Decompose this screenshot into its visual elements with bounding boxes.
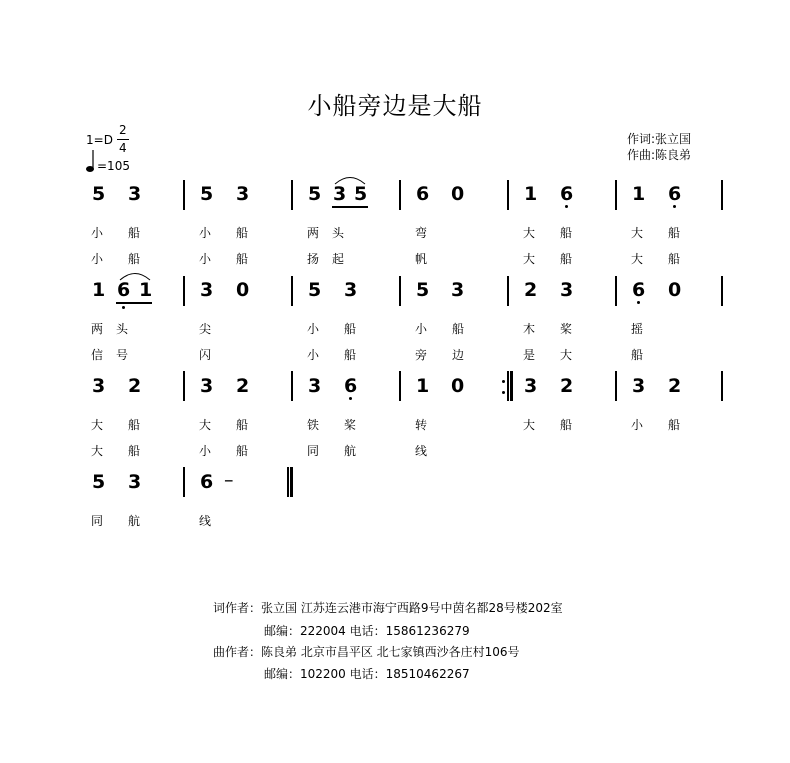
barline: [183, 467, 185, 497]
note: 1: [92, 279, 106, 301]
lyric: 航: [128, 514, 141, 528]
note: 6: [200, 471, 214, 493]
slur-icon: [333, 173, 367, 185]
note: 3: [524, 375, 538, 397]
note: 2: [560, 375, 574, 397]
repeat-barline-thin: [507, 371, 509, 401]
lyric: 船: [344, 322, 357, 336]
lyric: 船: [128, 226, 141, 240]
lyric: 船: [236, 444, 249, 458]
lyric: 摇: [631, 322, 644, 336]
note: 3: [92, 375, 106, 397]
lyricist-postcode-phone: 邮编：222004 电话：15861236279: [264, 624, 470, 638]
lyric: 船: [128, 444, 141, 458]
composer-contact: 曲作者：陈良弟 北京市昌平区 北七家镇西沙各庄村106号: [213, 645, 520, 659]
note: 2: [128, 375, 142, 397]
lyric: 小: [91, 252, 104, 266]
lyric: 船: [344, 348, 357, 362]
song-title: 小船旁边是大船: [307, 92, 483, 120]
lyric: 船: [560, 418, 573, 432]
lyric: 船: [668, 418, 681, 432]
lyric: 小: [415, 322, 428, 336]
tempo-marking: =105: [97, 159, 130, 173]
lyric: 帆: [415, 252, 428, 266]
barline: [721, 180, 723, 210]
note: 0: [451, 375, 465, 397]
barline: [399, 371, 401, 401]
barline: [507, 180, 509, 210]
lyric: 同: [91, 514, 104, 528]
lyric: 闪: [199, 348, 212, 362]
lyricist-credit: 作词:张立国: [627, 132, 692, 146]
note: 6: [668, 183, 682, 205]
lyric: 船: [668, 226, 681, 240]
slur-icon: [118, 269, 152, 281]
lyric: 大: [91, 418, 104, 432]
low-octave-dot: [565, 205, 568, 208]
eighth-underline: [332, 206, 368, 208]
lyric: 桨: [560, 322, 573, 336]
note: 0: [451, 183, 465, 205]
final-barline-thick: [290, 467, 293, 497]
barline: [399, 180, 401, 210]
lyric: 信: [91, 348, 104, 362]
key-signature: 1=D: [86, 133, 113, 147]
low-octave-dot: [673, 205, 676, 208]
note: 1: [139, 279, 153, 301]
lyric: 大: [560, 348, 573, 362]
note: 5: [308, 183, 322, 205]
barline: [721, 371, 723, 401]
note: 3: [632, 375, 646, 397]
composer-postcode-phone: 邮编：102200 电话：18510462267: [264, 667, 470, 681]
note: 6: [560, 183, 574, 205]
lyric: 船: [128, 252, 141, 266]
note: 6: [632, 279, 646, 301]
lyric: 大: [523, 226, 536, 240]
time-signature-top: 2: [119, 123, 127, 137]
note: 3: [344, 279, 358, 301]
lyric: 大: [523, 418, 536, 432]
barline: [183, 371, 185, 401]
note: 3: [308, 375, 322, 397]
barline: [291, 180, 293, 210]
note: 3: [451, 279, 465, 301]
lyric: 大: [199, 418, 212, 432]
lyric: 线: [415, 444, 428, 458]
lyric: 小: [199, 226, 212, 240]
dash-extension: –: [224, 469, 234, 491]
lyric: 头: [116, 322, 129, 336]
lyric: 边: [452, 348, 465, 362]
time-signature-line: [117, 139, 129, 140]
barline: [507, 276, 509, 306]
eighth-underline: [116, 302, 152, 304]
note: 5: [200, 183, 214, 205]
low-octave-dot: [122, 306, 125, 309]
composer-credit: 作曲:陈良弟: [627, 148, 692, 162]
note: 1: [416, 375, 430, 397]
barline: [615, 180, 617, 210]
note: 5: [416, 279, 430, 301]
lyric: 船: [236, 252, 249, 266]
note: 3: [333, 183, 347, 205]
lyric: 线: [199, 514, 212, 528]
note: 6: [344, 375, 358, 397]
low-octave-dot: [349, 397, 352, 400]
lyric: 船: [560, 252, 573, 266]
lyric: 大: [523, 252, 536, 266]
time-signature-bottom: 4: [119, 141, 127, 155]
repeat-barline-thick: [510, 371, 513, 401]
barline: [291, 276, 293, 306]
lyric: 木: [523, 322, 536, 336]
barline: [183, 276, 185, 306]
barline: [721, 276, 723, 306]
note: 5: [92, 183, 106, 205]
lyric: 船: [128, 418, 141, 432]
lyric: 大: [631, 252, 644, 266]
lyric: 桨: [344, 418, 357, 432]
note: 3: [236, 183, 250, 205]
lyric: 小: [307, 322, 320, 336]
lyric: 小: [91, 226, 104, 240]
note: 1: [632, 183, 646, 205]
barline: [615, 276, 617, 306]
lyric: 小: [199, 252, 212, 266]
low-octave-dot: [637, 301, 640, 304]
lyric: 弯: [415, 226, 428, 240]
repeat-dot: [502, 380, 505, 383]
note: 3: [560, 279, 574, 301]
lyric: 头: [332, 226, 345, 240]
lyric: 船: [452, 322, 465, 336]
final-barline-thin: [287, 467, 289, 497]
lyric: 船: [236, 418, 249, 432]
lyricist-contact: 词作者：张立国 江苏连云港市海宁西路9号中茵名都28号楼202室: [213, 601, 563, 615]
lyric: 是: [523, 348, 536, 362]
lyric: 船: [631, 348, 644, 362]
barline: [399, 276, 401, 306]
lyric: 旁: [415, 348, 428, 362]
barline: [291, 371, 293, 401]
note: 3: [128, 183, 142, 205]
lyric: 两: [307, 226, 320, 240]
note: 3: [200, 375, 214, 397]
note: 5: [92, 471, 106, 493]
lyric: 航: [344, 444, 357, 458]
note: 2: [236, 375, 250, 397]
lyric: 铁: [307, 418, 320, 432]
barline: [183, 180, 185, 210]
note: 3: [200, 279, 214, 301]
lyric: 号: [116, 348, 129, 362]
quarter-note-icon: [84, 148, 98, 174]
note: 6: [416, 183, 430, 205]
lyric: 小: [307, 348, 320, 362]
lyric: 船: [560, 226, 573, 240]
note: 0: [668, 279, 682, 301]
lyric: 小: [199, 444, 212, 458]
barline: [615, 371, 617, 401]
note: 5: [354, 183, 368, 205]
note: 0: [236, 279, 250, 301]
lyric: 同: [307, 444, 320, 458]
note: 5: [308, 279, 322, 301]
lyric: 船: [668, 252, 681, 266]
lyric: 两: [91, 322, 104, 336]
lyric: 大: [91, 444, 104, 458]
note: 6: [117, 279, 131, 301]
repeat-dot: [502, 391, 505, 394]
note: 3: [128, 471, 142, 493]
lyric: 大: [631, 226, 644, 240]
lyric: 转: [415, 418, 428, 432]
lyric: 小: [631, 418, 644, 432]
lyric: 起: [332, 252, 345, 266]
note: 2: [524, 279, 538, 301]
note: 1: [524, 183, 538, 205]
lyric: 扬: [307, 252, 320, 266]
lyric: 船: [236, 226, 249, 240]
note: 2: [668, 375, 682, 397]
lyric: 尖: [199, 322, 212, 336]
